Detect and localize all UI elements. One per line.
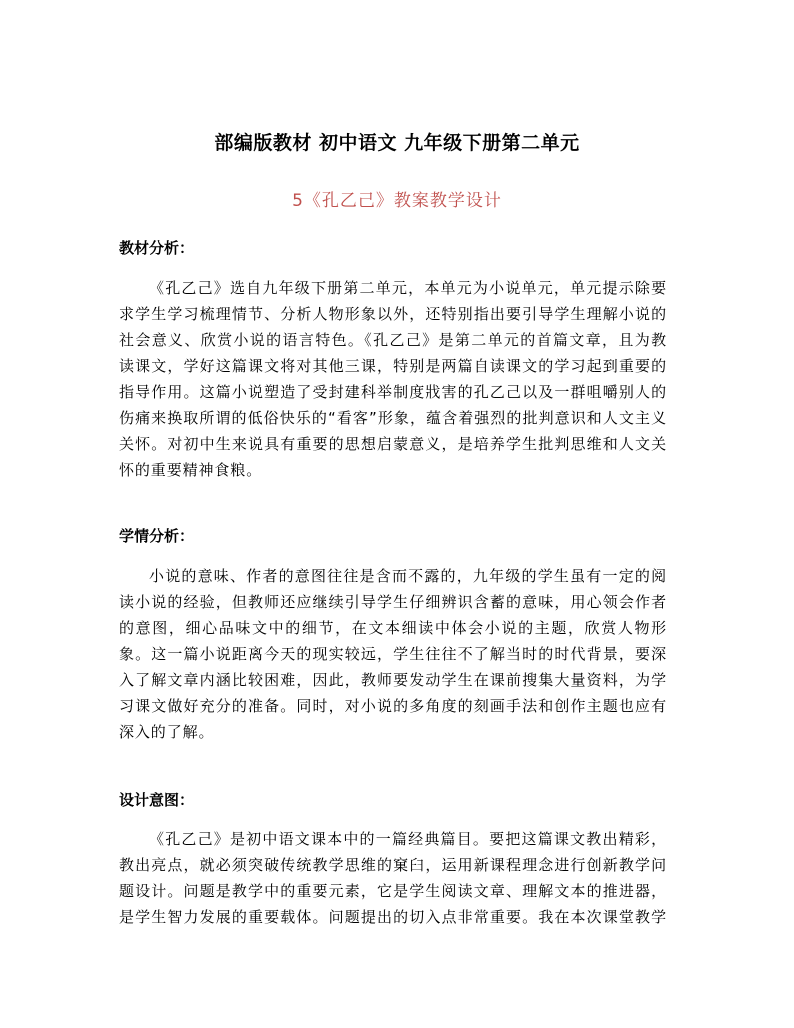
paragraph-line: 读小说的经验，但教师还应继续引导学生仔细辨识含蓄的意味，用心领会作者	[119, 593, 667, 611]
section-heading-textbook-analysis: 教材分析：	[119, 239, 195, 257]
paragraph-line: 入了解文章内涵比较困难，因此，教师要发动学生在课前搜集大量资料，为学	[119, 671, 667, 689]
paragraph-line: 的意图，细心品味文中的细节，在文本细读中体会小说的主题，欣赏人物形	[119, 619, 667, 637]
paragraph-line: 读课文，学好这篇课文将对其他三课，特别是两篇自读课文的学习起到重要的	[119, 357, 667, 375]
paragraph-line: 是学生智力发展的重要载体。问题提出的切入点非常重要。我在本次课堂教学	[119, 908, 667, 926]
paragraph-line: 《孔乙己》选自九年级下册第二单元，本单元为小说单元，单元提示除要	[149, 279, 667, 297]
section-heading-student-analysis: 学情分析：	[119, 527, 195, 545]
paragraph-line: 怀的重要精神食粮。	[119, 461, 263, 479]
paragraph-textbook-analysis	[119, 275, 667, 483]
paragraph-student-analysis	[119, 563, 667, 745]
paragraph-line: 小说的意味、作者的意图往往是含而不露的，九年级的学生虽有一定的阅	[149, 567, 667, 585]
section-heading-design-intent: 设计意图：	[119, 791, 195, 809]
paragraph-design-intent	[119, 826, 667, 930]
document-title: 部编版教材 初中语文 九年级下册第二单元	[214, 132, 580, 154]
paragraph-line: 指导作用。这篇小说塑造了受封建科举制度戕害的孔乙己以及一群咀嚼别人的	[119, 383, 667, 401]
paragraph-line: 《孔乙己》是初中语文课本中的一篇经典篇目。要把这篇课文教出精彩，	[149, 830, 667, 848]
paragraph-line: 题设计。问题是教学中的重要元素，它是学生阅读文章、理解文本的推进器，	[119, 882, 667, 900]
document-subtitle: 5《孔乙己》教案教学设计	[292, 191, 502, 211]
paragraph-line: 习课文做好充分的准备。同时，对小说的多角度的刻画手法和创作主题也应有	[119, 697, 667, 715]
paragraph-line: 教出亮点，就必须突破传统教学思维的窠臼，运用新课程理念进行创新教学问	[119, 856, 667, 874]
paragraph-line: 深入的了解。	[119, 723, 215, 741]
paragraph-line: 伤痛来换取所谓的低俗快乐的“看客”形象，蕴含着强烈的批判意识和人文主义	[119, 409, 667, 427]
paragraph-line: 关怀。对初中生来说具有重要的思想启蒙意义，是培养学生批判思维和人文关	[119, 435, 667, 453]
paragraph-line: 求学生学习梳理情节、分析人物形象以外，还特别指出要引导学生理解小说的	[119, 305, 667, 323]
paragraph-line: 社会意义、欣赏小说的语言特色。《孔乙己》是第二单元的首篇文章，且为教	[119, 331, 667, 349]
paragraph-line: 象。这一篇小说距离今天的现实较远，学生往往不了解当时的时代背景，要深	[119, 645, 667, 663]
